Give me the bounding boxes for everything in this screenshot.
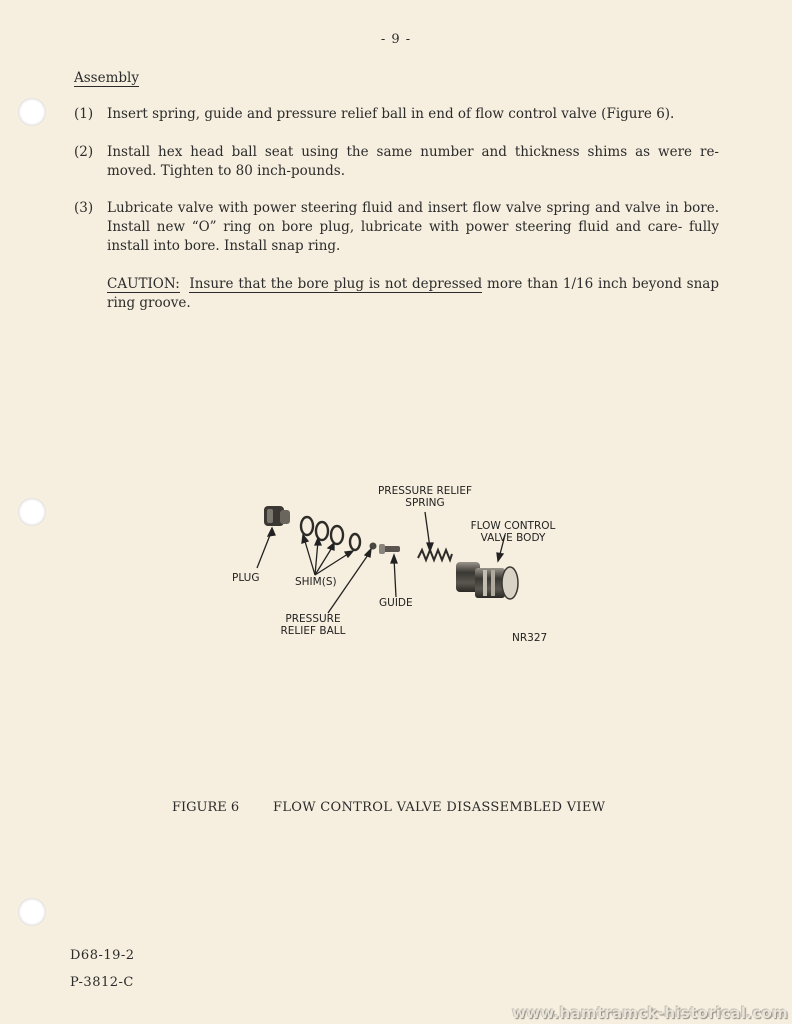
caution-rest-text: more than 1/16 inch beyond snap ring groove. (107, 276, 719, 311)
caution-underlined-text: Insure that the bore plug is not depressed (189, 276, 483, 292)
spring-label-line-1: PRESSURE RELIEF (377, 485, 473, 497)
binder-hole (18, 498, 46, 526)
step-number: (1) (74, 106, 94, 122)
ball-label-line-2: RELIEF BALL (280, 625, 346, 637)
shim-rings (301, 517, 360, 550)
document-code-1: D68-19-2 (70, 948, 135, 963)
figure-caption-number: FIGURE 6 (172, 800, 240, 815)
step-number: (3) (74, 200, 94, 216)
figure-caption-title: FLOW CONTROL VALVE DISASSEMBLED VIEW (273, 800, 606, 815)
valve-body-part (456, 562, 518, 599)
flow-control-valve-body-label (458, 520, 568, 544)
caution-note (107, 275, 719, 313)
figure-6 (220, 478, 580, 653)
plug-part (264, 506, 290, 526)
caution-label: CAUTION: (107, 276, 180, 292)
binder-hole (18, 898, 46, 926)
pressure-relief-ball-label (278, 613, 348, 637)
ball-label-line-1: PRESSURE (285, 613, 341, 625)
step-text: Lubricate valve with power steering fluid and insert flow valve spring and valve in bore. Install new “O” ring on bore plug, lubricate with power steering fluid and care- fully install into bore. Install snap ring. (107, 200, 719, 254)
step-text: Insert spring, guide and pressure relief ball in end of flow control valve (Figure 6). (107, 106, 675, 122)
figure-reference-code: NR327 (512, 632, 548, 644)
watermark: www.hamtramck-historical.com (512, 1004, 788, 1022)
shims-label: SHIM(S) (295, 576, 337, 588)
pressure-relief-spring-label (370, 485, 480, 509)
body-label-line-2: VALVE BODY (480, 532, 546, 544)
spring-part (418, 550, 452, 560)
page-number: - 9 - (380, 32, 412, 47)
spring-label-line-2: SPRING (405, 497, 445, 509)
document-code-2: P-3812-C (70, 975, 134, 990)
step-1 (74, 105, 719, 124)
step-2 (74, 143, 719, 181)
relief-ball-part (370, 543, 377, 550)
guide-part (379, 544, 400, 554)
step-number: (2) (74, 144, 94, 160)
body-label-line-1: FLOW CONTROL (470, 520, 556, 532)
section-heading: Assembly (74, 70, 139, 86)
step-text: Install hex head ball seat using the same number and thickness shims as were re- moved. Tighten to 80 inch-pounds. (107, 144, 719, 179)
binder-hole (18, 98, 46, 126)
guide-label: GUIDE (379, 597, 413, 609)
plug-label: PLUG (232, 572, 260, 584)
step-3 (74, 199, 719, 256)
